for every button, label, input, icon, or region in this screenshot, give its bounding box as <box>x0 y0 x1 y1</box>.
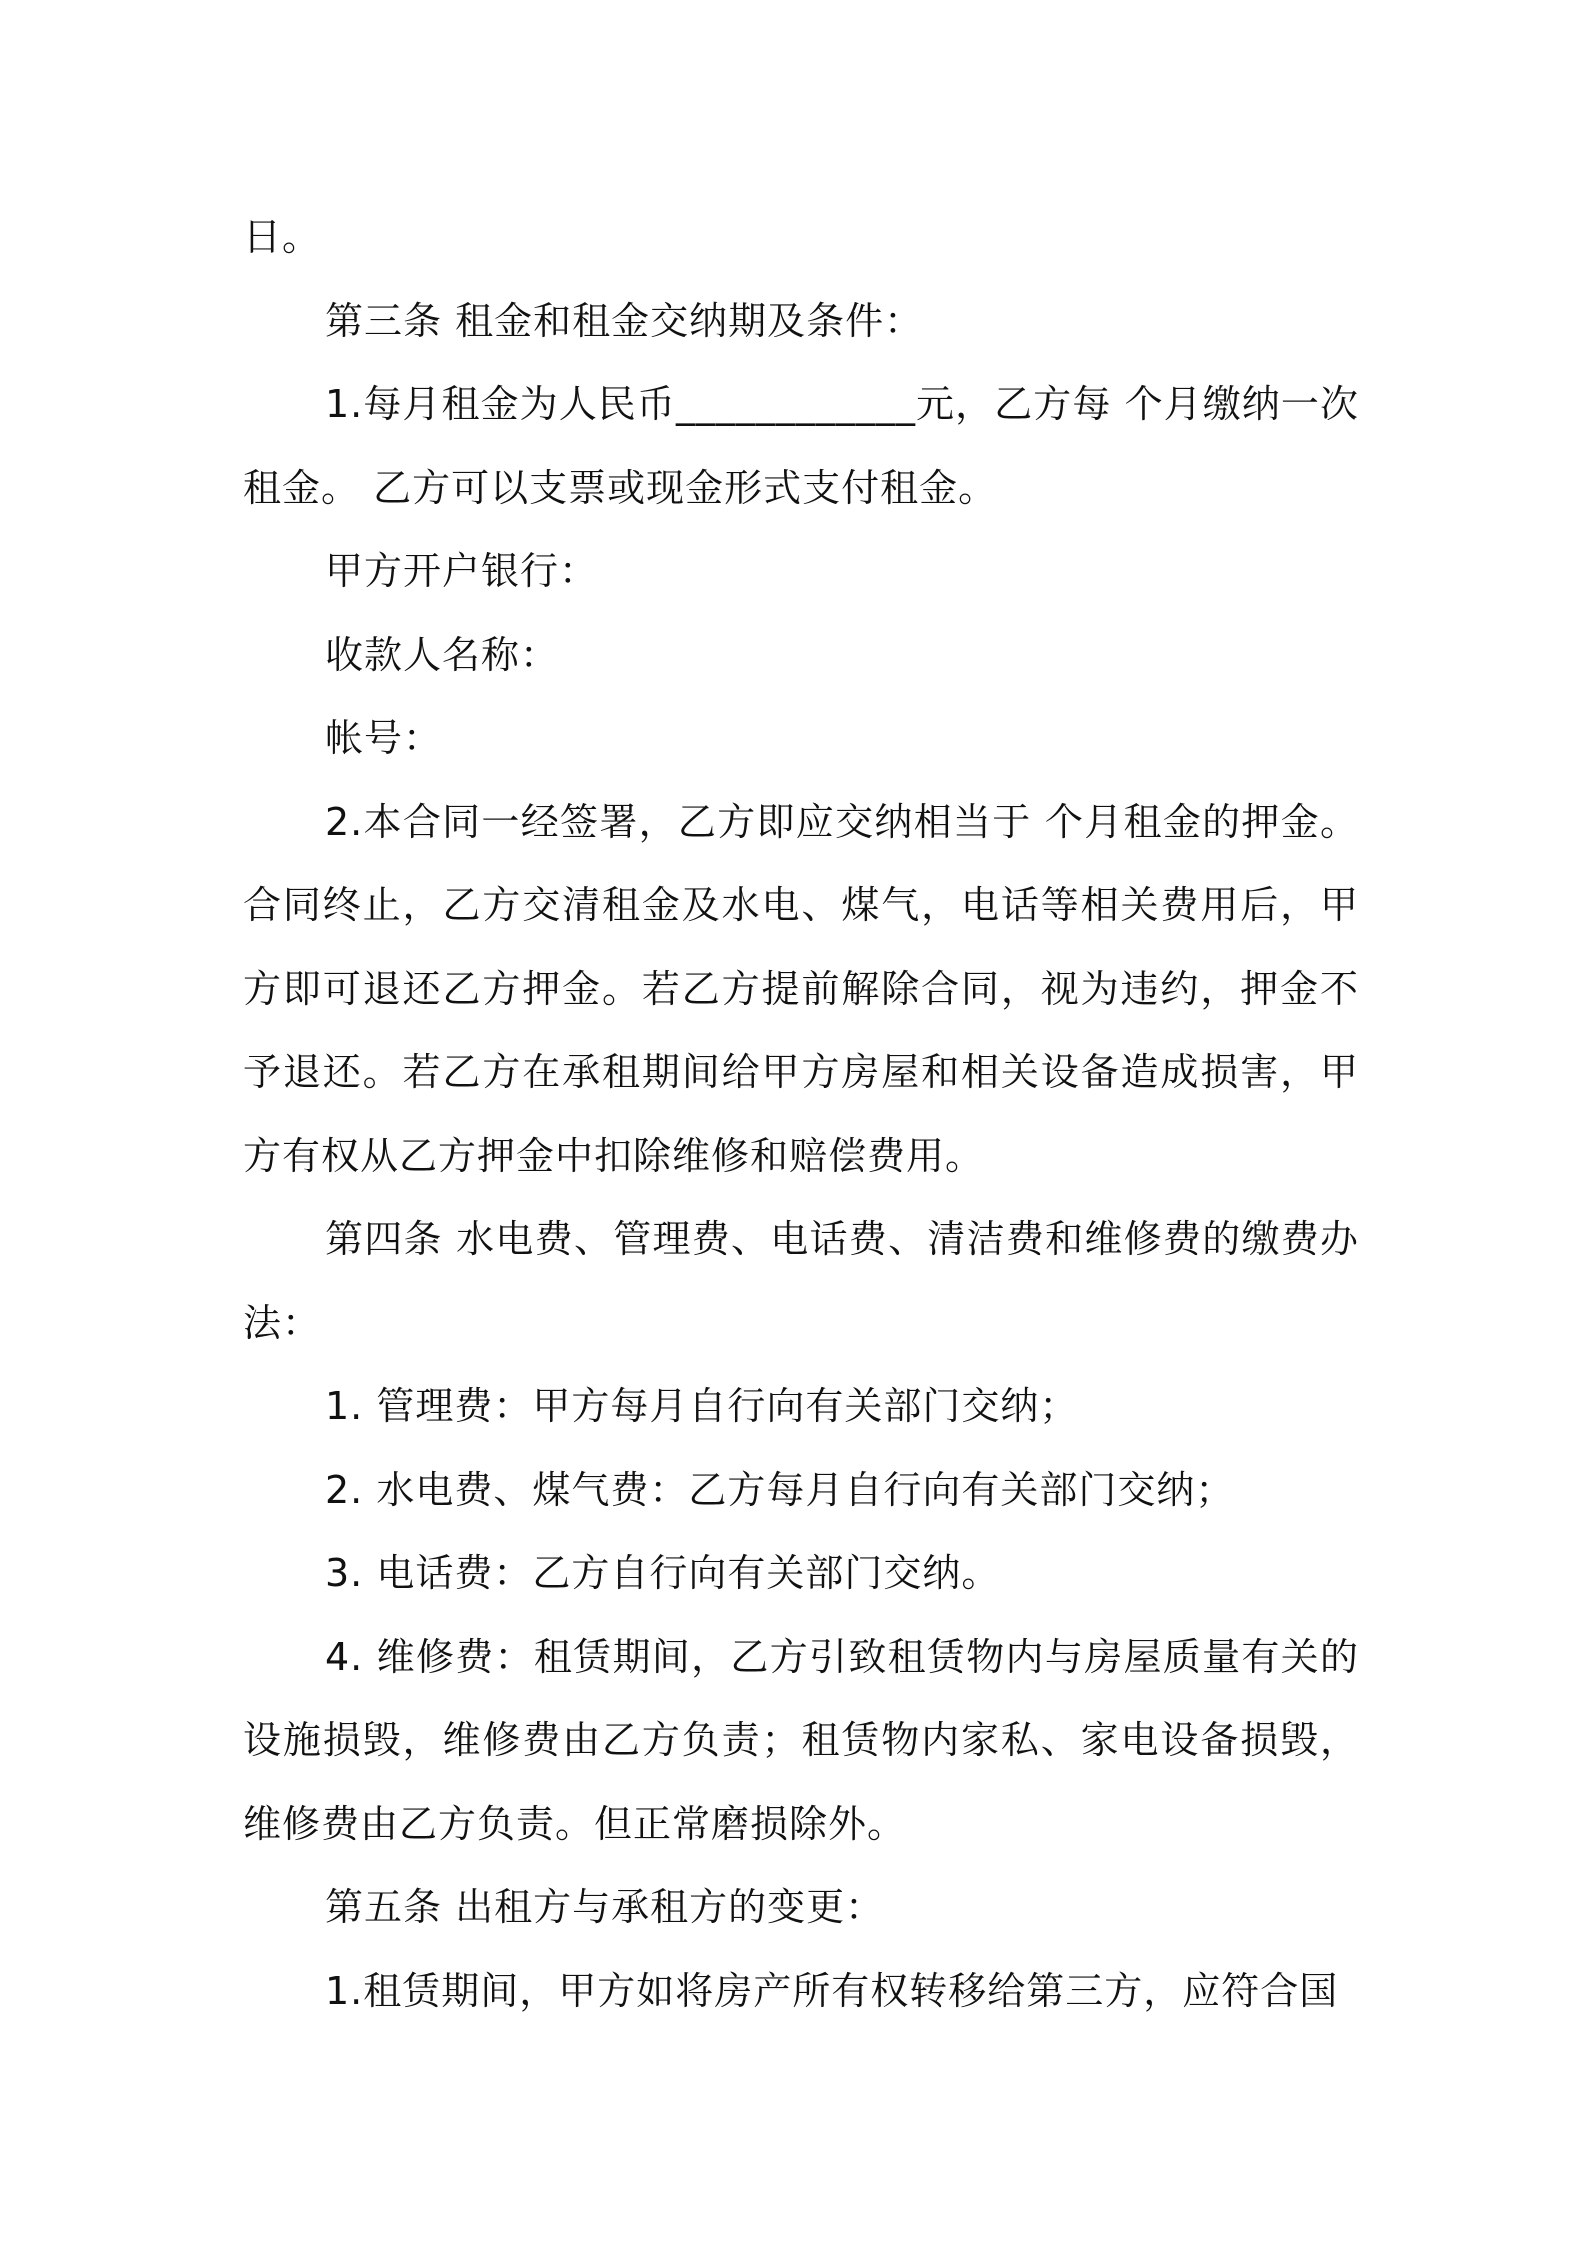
article-4-item-1: 1. 管理费：甲方每月自行向有关部门交纳； <box>325 1384 1079 1428</box>
document-body <box>243 196 1359 2033</box>
paragraph-continuation: 日。 <box>243 215 322 259</box>
article-3-clause-2: 2.本合同一经签署，乙方即应交纳相当于 个月租金的押金。合同终止，乙方交清租金及水电、煤气，电话等相关费用后，甲方即可退还乙方押金。若乙方提前解除合同，视为违约，押金不予退还。若乙方在承租期间给甲方房屋和相关设备造成损害，甲方有权从乙方押金中扣除维修和赔偿费用。 <box>243 799 1359 1178</box>
article-4-item-2: 2. 水电费、煤气费：乙方每月自行向有关部门交纳； <box>325 1467 1235 1512</box>
payee-name-line: 收款人名称： <box>325 632 560 677</box>
article-3-heading: 第三条 租金和租金交纳期及条件： <box>325 298 924 343</box>
article-5-heading: 第五条 出租方与承租方的变更： <box>325 1885 885 1929</box>
article-3-clause-1: 1.每月租金为人民币____________元，乙方每 个月缴纳一次租金。 乙方可以支票或现金形式支付租金。 <box>243 382 1359 510</box>
bank-name-line: 甲方开户银行： <box>325 549 599 593</box>
article-4-heading: 第四条 水电费、管理费、电话费、清洁费和维修费的缴费办法： <box>243 1217 1359 1345</box>
article-4-item-4: 4. 维修费：租赁期间，乙方引致租赁物内与房屋质量有关的设施损毁，维修费由乙方负责；租赁物内家私、家电设备损毁，维修费由乙方负责。但正常磨损除外。 <box>243 1634 1359 1846</box>
account-number-line: 帐号： <box>325 716 443 760</box>
article-4-item-3: 3. 电话费：乙方自行向有关部门交纳。 <box>325 1551 1001 1595</box>
article-5-clause-1: 1.租赁期间，甲方如将房产所有权转移给第三方，应符合国 <box>325 1968 1339 2013</box>
